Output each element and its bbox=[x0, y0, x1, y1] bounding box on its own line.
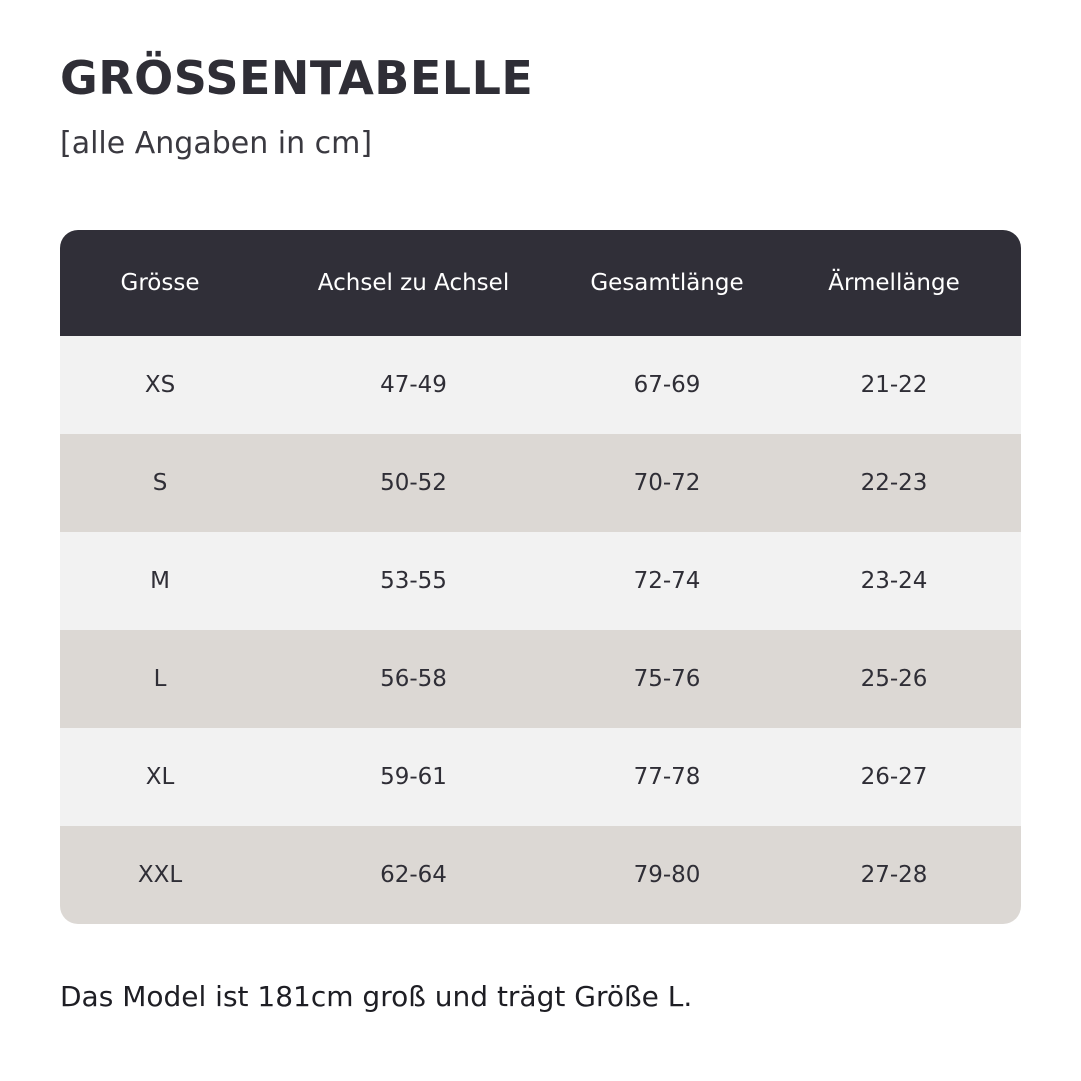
header-size: Grösse bbox=[120, 270, 200, 296]
table-row bbox=[60, 728, 1021, 826]
size-table bbox=[60, 230, 1021, 924]
size-cell: XXL bbox=[137, 862, 183, 888]
page-title: GRÖSSENTABELLE bbox=[60, 51, 534, 105]
armpit-cell: 47-49 bbox=[380, 372, 447, 398]
armpit-cell: 56-58 bbox=[380, 666, 447, 692]
table-row bbox=[60, 336, 1021, 434]
size-cell: XL bbox=[145, 764, 175, 790]
sleeve-cell: 27-28 bbox=[860, 862, 928, 888]
sleeve-cell: 23-24 bbox=[860, 568, 928, 594]
size-cell: L bbox=[153, 666, 167, 692]
length-cell: 79-80 bbox=[633, 862, 701, 888]
length-cell: 67-69 bbox=[633, 372, 701, 398]
armpit-cell: 62-64 bbox=[380, 862, 447, 888]
units-note: [alle Angaben in cm] bbox=[60, 126, 373, 161]
size-cell: XS bbox=[144, 372, 176, 398]
sleeve-cell: 25-26 bbox=[860, 666, 928, 692]
table-header-row bbox=[60, 230, 1021, 336]
length-cell: 70-72 bbox=[633, 470, 701, 496]
sleeve-cell: 22-23 bbox=[860, 470, 928, 496]
table-row bbox=[60, 630, 1021, 728]
length-cell: 77-78 bbox=[633, 764, 701, 790]
model-size-note: Das Model ist 181cm groß und trägt Größe L. bbox=[60, 980, 693, 1013]
length-cell: 75-76 bbox=[633, 666, 701, 692]
armpit-cell: 50-52 bbox=[380, 470, 447, 496]
header-armpit-to-armpit: Achsel zu Achsel bbox=[317, 270, 510, 296]
table-row bbox=[60, 532, 1021, 630]
sleeve-cell: 26-27 bbox=[860, 764, 928, 790]
sleeve-cell: 21-22 bbox=[860, 372, 928, 398]
armpit-cell: 53-55 bbox=[380, 568, 447, 594]
header-total-length: Gesamtlänge bbox=[590, 270, 744, 296]
table-row bbox=[60, 434, 1021, 532]
length-cell: 72-74 bbox=[633, 568, 701, 594]
size-cell: S bbox=[152, 470, 168, 496]
size-cell: M bbox=[150, 568, 170, 594]
header-sleeve-length: Ärmellänge bbox=[828, 270, 960, 296]
table-row bbox=[60, 826, 1021, 924]
armpit-cell: 59-61 bbox=[380, 764, 447, 790]
